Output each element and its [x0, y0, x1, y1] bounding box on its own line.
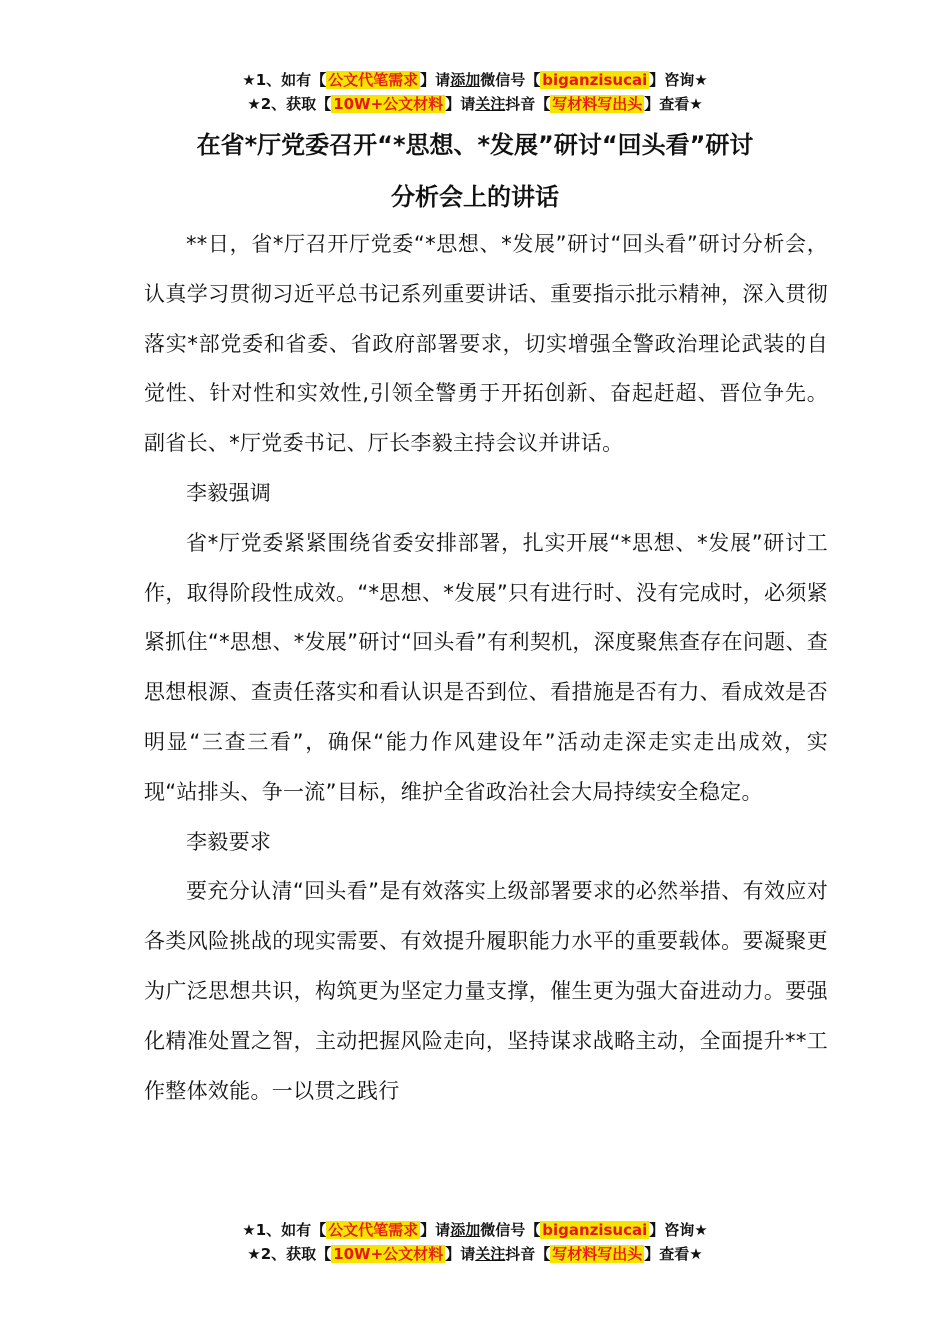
banner-text: ★2、获取【: [247, 95, 332, 113]
banner-text: 微信号【: [480, 1221, 541, 1239]
body-paragraph: **日，省*厅召开厅党委“*思想、*发展”研讨“回头看”研讨分析会，认真学习贯彻习近平总书记系列重要讲话、重要指示批示精神，深入贯彻落实*部党委和省委、省政府部署要求，切实增强全警政治理论武装的自觉性、针对性和实效性,引领全警勇于开拓创新、奋起赶超、晋位争先。副省长、*厅党委书记、厅长李毅主持会议并讲话。: [144, 232, 828, 456]
banner-line-1: [0, 1218, 950, 1242]
banner-underlined: 关注: [475, 1245, 506, 1263]
banner-highlight: 公文代笔需求: [328, 71, 419, 89]
body-paragraph: 李毅要求: [186, 829, 272, 854]
banner-highlight: 写材料写出头: [552, 1245, 643, 1263]
banner-text: 】查看★: [644, 95, 703, 113]
banner-highlight: biganzisucai: [542, 71, 648, 89]
banner-underlined: 添加: [450, 71, 481, 89]
banner-underlined: 添加: [450, 1221, 481, 1239]
banner-text: 】查看★: [644, 1245, 703, 1263]
document-title-line-2: 分析会上的讲话: [391, 183, 559, 211]
document-body: [144, 220, 828, 1116]
body-paragraph: 要充分认清“回头看”是有效落实上级部署要求的必然举措、有效应对各类风险挑战的现实需要、有效提升履职能力水平的重要载体。要凝聚更为广泛思想共识，构筑更为坚定力量支撑，催生更为强大奋进动力。要强化精准处置之智，主动把握风险走向，坚持谋求战略主动，全面提升**工作整体效能。一以贯之践行: [144, 879, 828, 1103]
banner-text: ★1、如有【: [242, 1221, 327, 1239]
banner-line-2: [0, 92, 950, 116]
banner-text: 抖音【: [505, 1245, 551, 1263]
banner-text: 微信号【: [480, 71, 541, 89]
banner-text: 】咨询★: [649, 71, 708, 89]
banner-text: 】请: [420, 71, 451, 89]
bottom-banner: [0, 1218, 950, 1266]
banner-text: ★2、获取【: [247, 1245, 332, 1263]
banner-highlight: 10W+公文材料: [333, 95, 444, 113]
banner-text: 】请: [445, 1245, 476, 1263]
banner-text: ★1、如有【: [242, 71, 327, 89]
document-title-line-1: 在省*厅党委召开“*思想、*发展”研讨“回头看”研讨: [196, 131, 754, 159]
banner-text: 抖音【: [505, 95, 551, 113]
body-paragraph: 省*厅党委紧紧围绕省委安排部署，扎实开展“*思想、*发展”研讨工作，取得阶段性成效。“*思想、*发展”只有进行时、没有完成时，必须紧紧抓住“*思想、*发展”研讨“回头看”有利契机，深度聚焦查存在问题、查思想根源、查责任落实和看认识是否到位、看措施是否有力、看成效是否明显“三查三看”，确保“能力作风建设年”活动走深走实走出成效，实现“站排头、争一流”目标，维护全省政治社会大局持续安全稳定。: [144, 530, 829, 804]
banner-highlight: 10W+公文材料: [333, 1245, 444, 1263]
banner-highlight: biganzisucai: [542, 1221, 648, 1239]
top-banner: [0, 68, 950, 116]
banner-text: 】请: [445, 95, 476, 113]
banner-text: 】咨询★: [649, 1221, 708, 1239]
banner-underlined: 关注: [475, 95, 506, 113]
banner-text: 】请: [420, 1221, 451, 1239]
body-paragraph: 李毅强调: [186, 480, 272, 505]
banner-line-1: [0, 68, 950, 92]
banner-highlight: 公文代笔需求: [328, 1221, 419, 1239]
banner-line-2: [0, 1242, 950, 1266]
banner-highlight: 写材料写出头: [552, 95, 643, 113]
